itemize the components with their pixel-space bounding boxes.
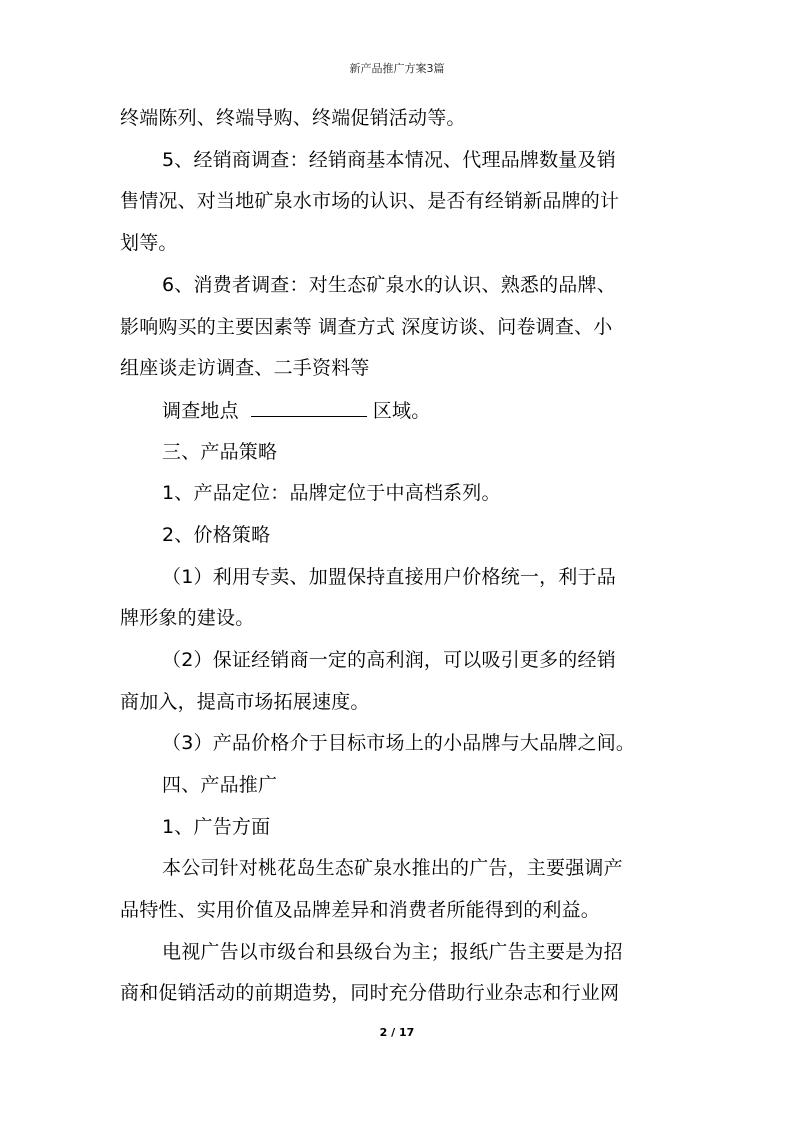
paragraph-line: 商加入，提高市场拓展速度。: [120, 691, 370, 713]
paragraph-line: 影响购买的主要因素等 调查方式 深度访谈、问卷调查、小: [120, 316, 613, 338]
paragraph-line: 划等。: [120, 232, 178, 254]
subsection-heading: 1、广告方面: [162, 816, 271, 838]
survey-location-suffix: 区域。: [372, 400, 431, 422]
survey-location-line: [162, 398, 430, 423]
paragraph-line: 品特性、实用价值及品牌差异和消费者所能得到的利益。: [120, 899, 601, 921]
paragraph-line: 牌形象的建设。: [120, 607, 255, 629]
paragraph-line: 售情况、对当地矿泉水市场的认识、是否有经销新品牌的计: [120, 190, 620, 212]
paragraph-line: 商和促销活动的前期造势，同时充分借助行业杂志和行业网: [120, 982, 620, 1004]
paragraph-line: 组座谈走访调查、二手资料等: [120, 357, 370, 379]
section-heading: 三、产品策略: [162, 441, 278, 463]
paragraph-line: 5、经销商调查：经销商基本情况、代理品牌数量及销: [162, 149, 616, 171]
page-number: 2 / 17: [379, 1026, 415, 1039]
survey-location-label: 调查地点: [162, 400, 239, 422]
paragraph-line: （3）产品价格介于目标市场上的小品牌与大品牌之间。: [162, 732, 636, 754]
paragraph-line: 6、消费者调查：对生态矿泉水的认识、熟悉的品牌、: [162, 274, 616, 296]
section-heading: 四、产品推广: [162, 774, 278, 796]
paragraph-line: （2）保证经销商一定的高利润，可以吸引更多的经销: [162, 649, 616, 671]
paragraph-line: 终端陈列、终端导购、终端促销活动等。: [120, 107, 466, 129]
paragraph-line: 1、产品定位：品牌定位于中高档系列。: [162, 482, 501, 504]
paragraph-line: 本公司针对桃花岛生态矿泉水推出的广告，主要强调产: [162, 857, 623, 879]
paragraph-line: 电视广告以市级台和县级台为主；报纸广告主要是为招: [162, 941, 623, 963]
fill-in-blank: [251, 398, 367, 417]
subsection-heading: 2、价格策略: [162, 524, 271, 546]
page-header: 新产品推广方案3篇: [349, 62, 445, 75]
paragraph-line: （1）利用专卖、加盟保持直接用户价格统一，利于品: [162, 566, 616, 588]
